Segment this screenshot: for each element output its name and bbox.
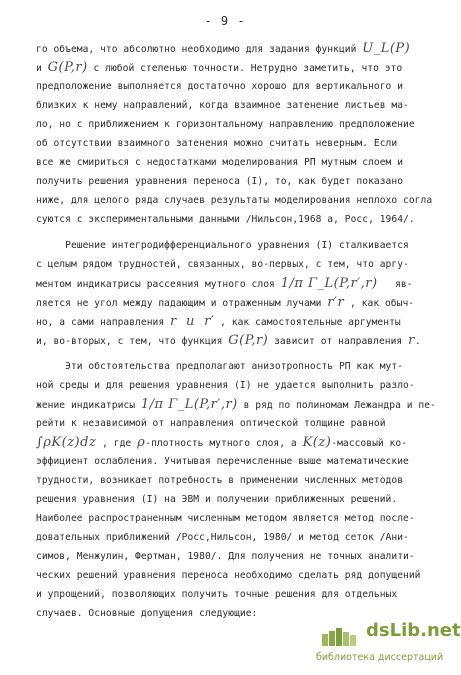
text-segment: ментом индикатрисы рассеяния мутного слоя	[36, 279, 281, 290]
text-line: об отсутствии взаимного затенения можно считать неверным. Если	[36, 138, 398, 149]
books-logo-icon	[320, 624, 364, 646]
handwritten-formula: G(P,r)	[47, 60, 88, 75]
text-segment: в ряд по полиномам Лежандра и пе-	[237, 400, 436, 411]
text-line	[36, 437, 436, 449]
text-segment: с любой степенью точности. Нетрудно заметить, что это	[87, 63, 403, 74]
text-segment: , как обыч-	[344, 298, 415, 309]
text-line	[36, 399, 436, 411]
handwritten-formula: ρ	[137, 435, 146, 450]
text-segment: ляется не угол между падающим и отраженным лучами	[36, 298, 328, 309]
handwritten-formula: r	[408, 333, 415, 348]
text-line	[36, 316, 436, 328]
handwritten-formula: G(P,r)	[228, 333, 269, 348]
text-line: симов, Менжулин, Фертман, 1980/. Для получения не точных аналити-	[36, 551, 415, 562]
page-number: - 9 -	[204, 14, 246, 28]
text-line: Наиболее распространенным численным методом является метод после-	[36, 513, 415, 524]
handwritten-formula: U_L(P)	[362, 41, 411, 56]
text-line	[36, 335, 436, 347]
text-segment: го объема, что абсолютно необходимо для задания функций	[36, 44, 363, 55]
text-line	[36, 278, 436, 290]
dslib-watermark	[316, 618, 461, 668]
text-line: предположение выполняется достаточно хорошо для вертикального и	[36, 81, 404, 92]
text-line: ной среды и для решения уравнения (I) не удается выполнить разло-	[36, 380, 415, 391]
text-line: ло, но с приближением к горизонтальному направлению предположение	[36, 119, 415, 130]
text-segment: зависит от направления	[268, 336, 409, 347]
text-line: эффициент ослабления. Учитывая перечисленные выше математические	[36, 456, 409, 467]
text-segment: -массовый ко-	[331, 438, 408, 449]
text-segment: , как самостоятельные аргументы	[214, 317, 401, 328]
watermark-site: dsLib.net	[366, 620, 461, 641]
text-segment: жение индикатрисы	[36, 400, 141, 411]
text-line	[36, 297, 436, 309]
text-line: суются с экспериментальными данными /Нильсон,1968 а, Росс, 1964/.	[36, 214, 415, 225]
handwritten-formula: K(z)	[302, 435, 332, 450]
text-line: и упрощений, позволяющих получить точные решения для отдельных	[36, 589, 398, 600]
handwritten-formula: r′r	[327, 295, 345, 310]
handwritten-formula: r и r′	[170, 314, 215, 329]
text-segment: и	[36, 63, 48, 74]
handwritten-formula: 1/π Γ_L(P,r′,r)	[280, 276, 378, 291]
text-segment: -плотность мутного слоя, а	[145, 438, 303, 449]
text-segment: яв-	[377, 279, 413, 290]
text-line: все же смириться с недостатками моделирования РП мутным слоем и	[36, 157, 404, 168]
text-segment: , где	[96, 438, 138, 449]
text-line: трудности, возникает потребность в применении численных методов	[36, 475, 404, 486]
text-line: получить решения уравнения переноса (I), то, как будет показано	[36, 176, 404, 187]
text-line: с целым рядом трудностей, связанных, во-первых, с тем, что аргу-	[36, 259, 409, 270]
text-line	[36, 43, 436, 55]
text-line: ческих решений уравнения переноса необходимо сделать ряд допущений	[36, 570, 421, 581]
watermark-subtitle: библиотека диссертаций	[316, 652, 444, 663]
handwritten-formula: ∫ρK(z)dz	[36, 435, 97, 450]
text-line	[36, 62, 436, 74]
text-segment: и, во-вторых, с тем, что функция	[36, 336, 229, 347]
text-line: рейти к независимой от направления оптической толщине равной	[36, 418, 386, 429]
text-line: довательных приближений /Росс,Нильсон, 1980/ и метод сеток /Ани-	[36, 532, 409, 543]
text-line: Эти обстоятельства предполагают анизотропность РП как мут-	[36, 361, 404, 372]
text-segment: .	[414, 336, 421, 347]
text-line: решения уравнения (I) на ЭВМ и получении приближенных решений.	[36, 494, 398, 505]
text-line: случаев. Основные допущения следующие:	[36, 608, 258, 619]
text-line: Решение интегродифференциального уравнения (I) сталкивается	[36, 240, 409, 251]
handwritten-formula: 1/π Γ_L(P,r′,r)	[140, 397, 238, 412]
text-line: ниже, для целого ряда случаев результаты моделирования неплохо согла	[36, 195, 433, 206]
text-segment: но, а сами направления	[36, 317, 170, 328]
text-line: близких к нему направлений, когда взаимное затенение листьев ма-	[36, 100, 409, 111]
